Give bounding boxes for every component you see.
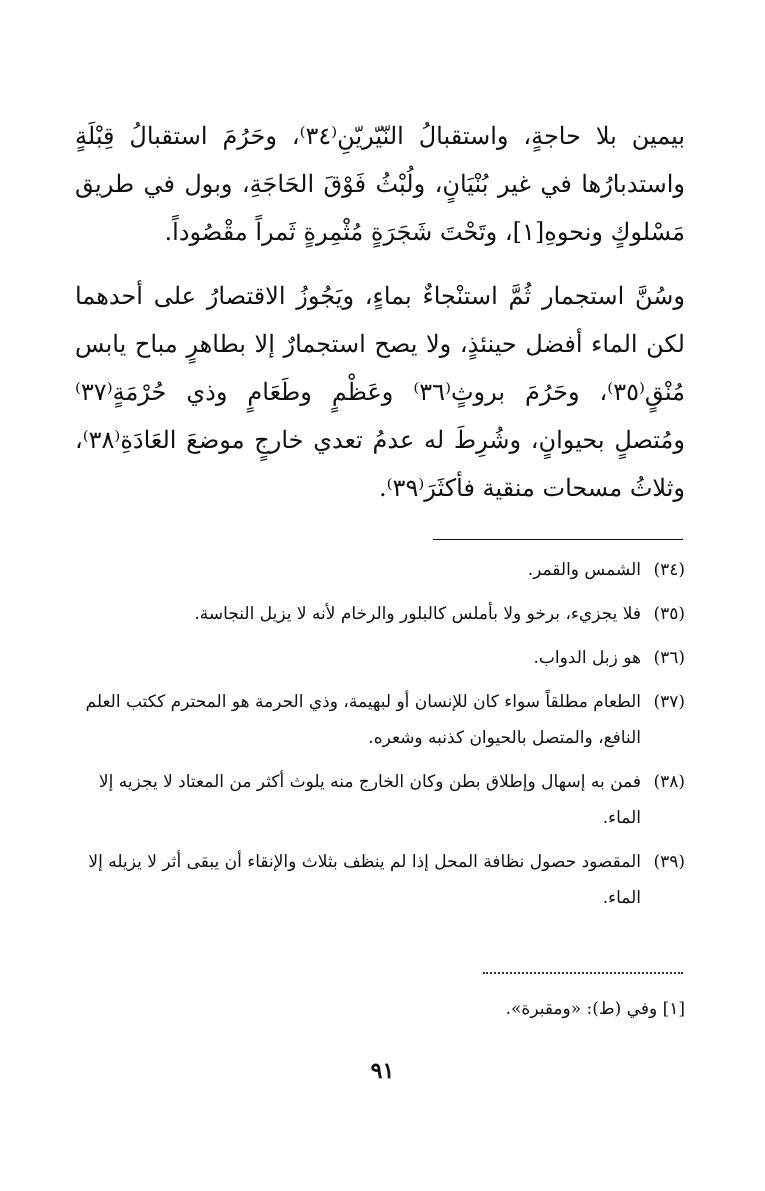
footnote-number: (٣٨): [653, 772, 685, 792]
footnote-number: (٣٩): [653, 852, 685, 872]
footnote-35: [75, 596, 685, 632]
footnote-text: المقصود حصول نظافة المحل إذا لم ينظف بثلاث والإنقاء أن يبقى أثر لا يزيله إلا الماء.: [88, 852, 641, 908]
main-paragraph-2: وسُنَّ استجمار ثُمَّ استنْجاءٌ بماءٍ، ويَجُوزُ الاقتصارُ على أحدهما لكن الماء أفضل حينئذٍ، ولا يصح استجمارٌ إلا بطاهرٍ مباح يابس مُنْقٍ⁽٣٥⁾، وحَرُمَ بروثٍ⁽٣٦⁾ وعَظْمٍ وطَعَامٍ وذي حُرْمَةٍ⁽٣٧⁾ ومُتصلٍ بحيوانٍ، وشُرِطَ له عدمُ تعدي خارجٍ موضعَ العَادَةِ⁽٣٨⁾، وثلاثُ مسحات منقية فأكثَرَ⁽٣٩⁾.: [75, 282, 685, 502]
footnote-39: [75, 844, 685, 916]
footnote-text: هو زبل الدواب.: [533, 648, 641, 668]
footnote-text: فمن به إسهال وإطلاق بطن وكان الخارج منه يلوث أكثر من المعتاد لا يجزيه إلا الماء.: [98, 772, 641, 828]
footnote-text: الشمس والقمر.: [527, 560, 641, 580]
footnote-34: [75, 552, 685, 588]
footnotes-list: [75, 552, 685, 924]
main-paragraph-1: بيمين بلا حاجةٍ، واستقبالُ النّيّريّنِ⁽٣٤⁾، وحَرُمَ استقبالُ قِبْلَةٍ واستدبارُها في غير بُنْيَانٍ، ولُبْثُ فَوْقَ الحَاجَةِ، وبول في طريق مَسْلوكٍ ونحوهِ[١]، وتَحْتَ شَجَرَةٍ مُثْمِرةٍ ثَمراً مقْصُوداً.: [75, 122, 686, 246]
editor-note: [١] وفي (ط): «ومقبرة».: [505, 999, 685, 1019]
footnote-text: فلا يجزيء، برخو ولا بأملس كالبلور والرخام لأنه لا يزيل النجاسة.: [194, 604, 641, 624]
footnote-36: [75, 640, 685, 676]
footnote-text: الطعام مطلقاً سواء كان للإنسان أو لبهيمة، وذي الحرمة هو المحترم ككتب العلم النافع، والمتصل بالحيوان كذنبه وشعره.: [85, 692, 641, 748]
editor-note-separator: [483, 972, 683, 974]
footnote-number: (٣٧): [653, 692, 685, 712]
footnote-38: [75, 764, 685, 836]
footnote-number: (٣٤): [653, 560, 685, 580]
footnote-number: (٣٥): [653, 604, 685, 624]
footnote-number: (٣٦): [653, 648, 685, 668]
footnote-37: [75, 684, 685, 756]
footnote-separator: [433, 539, 683, 540]
page-number: ٩١: [370, 1058, 395, 1084]
